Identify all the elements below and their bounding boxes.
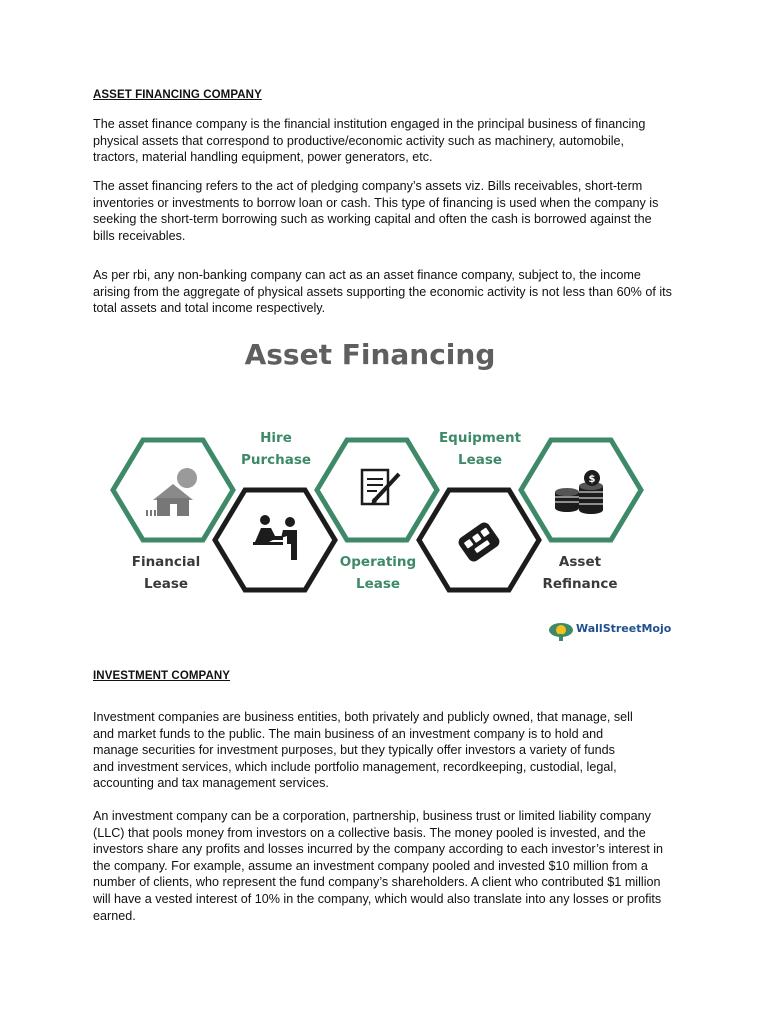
asset-financing-infographic bbox=[105, 332, 677, 650]
brand-name: WallStreetMojo bbox=[576, 622, 672, 635]
label-hire-purchase: Hire Purchase bbox=[240, 430, 312, 468]
paragraph: An investment company can be a corporation, partnership, business trust or limited liability company (LLC) that pools money from investors on a collective basis. The money pooled is invested, and the investors share any profits and losses incurred by the company according to each investor’s interest in the company. For example, assume an investment company pooled and invested $10 million from a number of clients, who represent the fund company’s shareholders. A client who contributed $1 million will have a vested interest of 10% in the company, which would also translate into any losses or profits earned. bbox=[93, 809, 664, 923]
bull-logo-icon bbox=[548, 618, 574, 642]
paragraph: The asset finance company is the financial institution engaged in the principal business of financing physical assets that correspond to productive/economic activity such as machinery, automobile, tractors, material handling equipment, power generators, etc. bbox=[93, 117, 646, 165]
paragraph: The asset financing refers to the act of pledging company’s assets viz. Bills receivables, short-term inventories or investments to borrow loan or cash. This type of financing is used when the company is seeking the short-term borrowing such as working capital and often the cash is borrowed against the bills receivables. bbox=[93, 179, 659, 243]
section-heading-asset-financing: ASSET FINANCING COMPANY bbox=[93, 89, 262, 101]
paragraph: As per rbi, any non-banking company can act as an asset finance company, subject to, the income arising from the aggregate of physical assets supporting the economic activity is not less than 60% of its total assets and total income respectively. bbox=[93, 268, 672, 316]
label-asset-refinance: Asset Refinance bbox=[542, 554, 618, 592]
label-operating-lease: Operating Lease bbox=[339, 554, 417, 592]
hexagon-diagram bbox=[105, 332, 677, 650]
label-financial-lease: Financial Lease bbox=[131, 554, 201, 592]
svg-text:$: $ bbox=[588, 474, 596, 485]
section-heading-investment-company: INVESTMENT COMPANY bbox=[93, 670, 231, 682]
infographic-title: Asset Financing bbox=[244, 338, 496, 371]
paragraph: Investment companies are business entities, both privately and publicly owned, that manage, sell and market funds to the public. The main business of an investment company is to hold and manage securities for investment purposes, but they typically offer investors a variety of funds and investment services, which include portfolio management, recordkeeping, custodial, legal, accounting and tax management services. bbox=[93, 710, 633, 791]
label-equipment-lease: Equipment Lease bbox=[438, 430, 522, 468]
wallstreetmojo-logo bbox=[548, 618, 672, 642]
